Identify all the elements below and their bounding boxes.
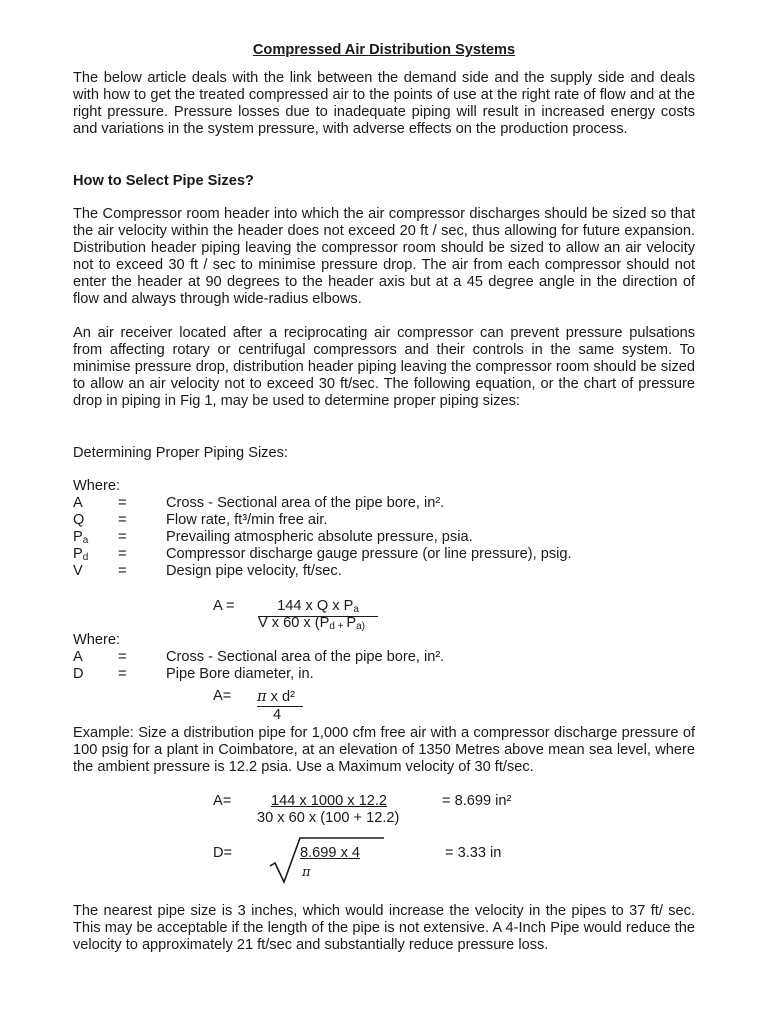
definition-text: Flow rate, ft³/min free air. xyxy=(166,512,328,528)
formula-circle-area-denominator: 4 xyxy=(273,707,282,723)
formula-area-denominator: V x 60 x ($P_{d +}$ $P_{a)}$ xyxy=(258,615,365,632)
where-label-2: Where: xyxy=(73,632,121,648)
definition-row xyxy=(0,512,768,529)
definition-equals: = xyxy=(118,512,127,528)
definition-row xyxy=(0,546,768,563)
definition-symbol: $P_d$ xyxy=(73,546,89,563)
document-title: Compressed Air Distribution Systems xyxy=(252,42,516,58)
formula-diameter-numerator: 8.699 x 4 xyxy=(300,845,361,861)
pi-symbol: π xyxy=(257,688,267,705)
example-paragraph: Example: Size a distribution pipe for 1,000 cfm free air with a compressor discharge pressure of 100 psig for a plant in Coimbatore, at an elevation of 1350 Metres above mean sea level, where the ambient pressure is 12.2 psia. Use a Maximum velocity of 30 ft/sec. xyxy=(73,725,695,775)
definition-subscript: d xyxy=(82,552,89,563)
determining-label: Determining Proper Piping Sizes: xyxy=(73,445,288,461)
formula-example-area-numerator: 144 x 1000 x 12.2 xyxy=(271,793,388,809)
definition-text: Cross - Sectional area of the pipe bore, in². xyxy=(166,495,445,511)
intro-paragraph: The below article deals with the link between the demand side and the supply side and deals with how to get the treated compressed air to the points of use at the right rate of flow and at the right pressure. Pressure losses due to inadequate piping will result in increased energy costs and variations in the system pressure, with adverse effects on the production process. xyxy=(73,70,695,137)
formula-example-area-lhs: A= xyxy=(213,793,232,809)
definition-equals: = xyxy=(118,529,127,545)
definition-row xyxy=(0,495,768,512)
formula-diameter-denominator-pi: π xyxy=(302,865,311,880)
definition-equals: = xyxy=(118,546,127,562)
definition-symbol: A xyxy=(73,495,83,511)
formula-circle-area-numerator: π x d² xyxy=(257,688,303,707)
definition-subscript: a xyxy=(82,535,89,546)
formula-circle-area-lhs: A= xyxy=(213,688,232,704)
definition-equals: = xyxy=(118,495,127,511)
definition-symbol: A xyxy=(73,649,83,665)
definition-text: Compressor discharge gauge pressure (or line pressure), psig. xyxy=(166,546,572,562)
formula-diameter-result: = 3.33 in xyxy=(445,845,502,861)
definition-equals: = xyxy=(118,563,127,579)
definition-row xyxy=(0,529,768,546)
definition-equals: = xyxy=(118,666,127,682)
definition-text: Design pipe velocity, ft/sec. xyxy=(166,563,342,579)
definition-symbol: V xyxy=(73,563,83,579)
formula-area-lhs: A = xyxy=(213,598,235,614)
definition-text: Cross - Sectional area of the pipe bore, in². xyxy=(166,649,445,665)
definition-row xyxy=(0,563,768,580)
definition-symbol: D xyxy=(73,666,84,682)
where-label-1: Where: xyxy=(73,478,121,494)
paragraph-header-sizing: The Compressor room header into which the air compressor discharges should be sized so that the air velocity within the header does not exceed 20 ft / sec, thus allowing for future expansion. Distribution header piping leaving the compressor room should be sized to allow an air velocity not to exceed 30 ft / sec to minimise pressure drop. The air from each compressor should not enter the header at 90 degrees to the header axis but at a 45 degree angle in the direction of flow and always through wide-radius elbows. xyxy=(73,206,695,307)
definition-row xyxy=(0,649,768,666)
definition-row xyxy=(0,666,768,683)
section-heading: How to Select Pipe Sizes? xyxy=(73,173,254,189)
conclusion-paragraph: The nearest pipe size is 3 inches, which would increase the velocity in the pipes to 37 ft/ sec. This may be acceptable if the length of the pipe is not extensive. A 4-Inch Pipe would reduce the velocity to approximately 21 ft/sec and substantially reduce pressure loss. xyxy=(73,903,695,953)
formula-area-numerator: 144 x Q x $P_a$ xyxy=(258,598,378,617)
formula-example-area-result: = 8.699 in² xyxy=(442,793,512,809)
formula-diameter-lhs: D= xyxy=(213,845,233,861)
paragraph-air-receiver: An air receiver located after a reciprocating air compressor can prevent pressure pulsations from affecting rotary or centrifugal compressors and their controls in the same system. To minimise pressure drop, distribution header piping leaving the compressor room should be sized to allow an air velocity not to exceed 30 ft/sec. The following equation, or the chart of pressure drop in piping in Fig 1, may be used to determine proper piping sizes: xyxy=(73,325,695,409)
definition-symbol: $P_a$ xyxy=(73,529,89,546)
definition-text: Prevailing atmospheric absolute pressure, psia. xyxy=(166,529,473,545)
formula-example-area-denominator: 30 x 60 x (100 + 12.2) xyxy=(257,810,400,826)
definition-text: Pipe Bore diameter, in. xyxy=(166,666,314,682)
definition-symbol: Q xyxy=(73,512,85,528)
definition-equals: = xyxy=(118,649,127,665)
